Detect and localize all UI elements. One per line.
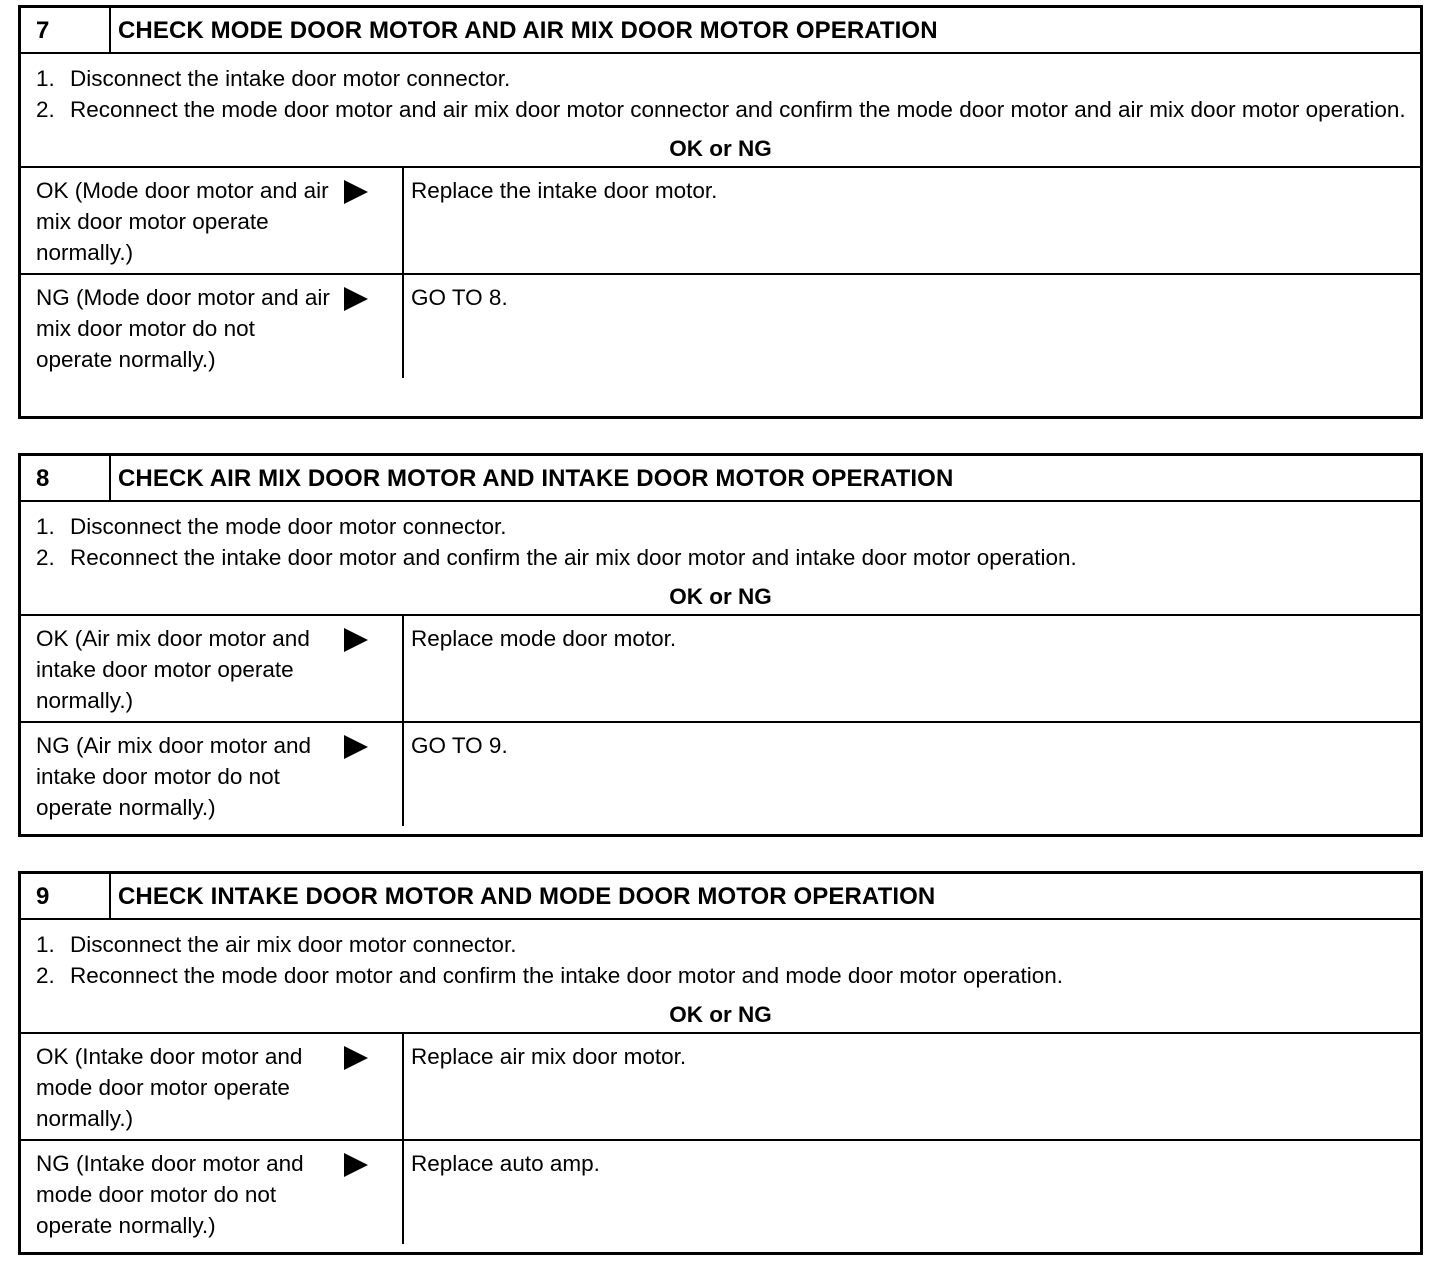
step-title: CHECK AIR MIX DOOR MOTOR AND INTAKE DOOR MOTOR OPERATION	[118, 465, 954, 492]
result-action: Replace mode door motor.	[411, 626, 677, 651]
ok-or-ng-label: OK or NG	[21, 578, 1420, 616]
result-row-ng	[21, 721, 1420, 826]
condition-text: NG (Mode door motor and air mix door motor do not operate normally.)	[36, 285, 330, 372]
block-header	[21, 874, 1420, 920]
result-condition	[21, 723, 404, 826]
result-action: GO TO 8.	[411, 285, 508, 310]
result-row-ng	[21, 1139, 1420, 1244]
condition-text: NG (Intake door motor and mode door motor do not operate normally.)	[36, 1151, 304, 1238]
step-index: 1.	[36, 514, 55, 539]
result-action: Replace auto amp.	[411, 1151, 600, 1176]
step-number: 8	[21, 456, 111, 500]
step-text: Disconnect the air mix door motor connector.	[70, 932, 517, 957]
result-condition	[21, 1034, 404, 1139]
result-condition	[21, 1141, 404, 1244]
step-number: 9	[21, 874, 111, 918]
procedure-steps	[21, 54, 1420, 125]
check-block-9	[18, 871, 1423, 1255]
step-text: Reconnect the mode door motor and air mix door motor connector and confirm the mode door motor and air mix door motor operation.	[70, 97, 1406, 122]
step-index: 1.	[36, 932, 55, 957]
result-row-ok	[21, 1034, 1420, 1139]
block-header	[21, 8, 1420, 54]
ok-or-ng-label: OK or NG	[21, 130, 1420, 168]
condition-text: OK (Mode door motor and air mix door motor operate normally.)	[36, 178, 329, 265]
condition-text: NG (Air mix door motor and intake door motor do not operate normally.)	[36, 733, 312, 820]
block-header	[21, 456, 1420, 502]
procedure-step	[36, 511, 1406, 542]
result-condition	[21, 168, 404, 273]
result-row-ok	[21, 616, 1420, 721]
condition-text: OK (Air mix door motor and intake door motor operate normally.)	[36, 626, 310, 713]
result-condition	[21, 616, 404, 721]
condition-text: OK (Intake door motor and mode door motor operate normally.)	[36, 1044, 303, 1131]
result-action: Replace air mix door motor.	[411, 1044, 687, 1069]
arrow-right-icon	[344, 735, 368, 759]
step-number: 7	[21, 8, 111, 52]
result-action: Replace the intake door motor.	[411, 178, 718, 203]
step-title: CHECK INTAKE DOOR MOTOR AND MODE DOOR MOTOR OPERATION	[118, 883, 936, 910]
procedure-steps	[21, 920, 1420, 991]
procedure-steps	[21, 502, 1420, 573]
check-block-7	[18, 5, 1423, 419]
procedure-step	[36, 929, 1406, 960]
procedure-step	[36, 94, 1406, 125]
arrow-right-icon	[344, 628, 368, 652]
step-index: 2.	[36, 97, 55, 122]
arrow-right-icon	[344, 180, 368, 204]
procedure-step	[36, 542, 1406, 573]
check-block-8	[18, 453, 1423, 837]
result-condition	[21, 275, 404, 378]
step-index: 2.	[36, 963, 55, 988]
ok-or-ng-label: OK or NG	[21, 996, 1420, 1034]
result-action: GO TO 9.	[411, 733, 508, 758]
step-text: Disconnect the mode door motor connector.	[70, 514, 507, 539]
step-title: CHECK MODE DOOR MOTOR AND AIR MIX DOOR MOTOR OPERATION	[118, 17, 938, 44]
procedure-step	[36, 960, 1406, 991]
arrow-right-icon	[344, 1046, 368, 1070]
step-text: Reconnect the mode door motor and confirm the intake door motor and mode door motor operation.	[70, 963, 1064, 988]
arrow-right-icon	[344, 1153, 368, 1177]
step-text: Disconnect the intake door motor connector.	[70, 66, 511, 91]
step-index: 2.	[36, 545, 55, 570]
result-row-ng	[21, 273, 1420, 378]
step-text: Reconnect the intake door motor and confirm the air mix door motor and intake door motor operation.	[70, 545, 1077, 570]
procedure-step	[36, 63, 1406, 94]
result-row-ok	[21, 168, 1420, 273]
step-index: 1.	[36, 66, 55, 91]
arrow-right-icon	[344, 287, 368, 311]
